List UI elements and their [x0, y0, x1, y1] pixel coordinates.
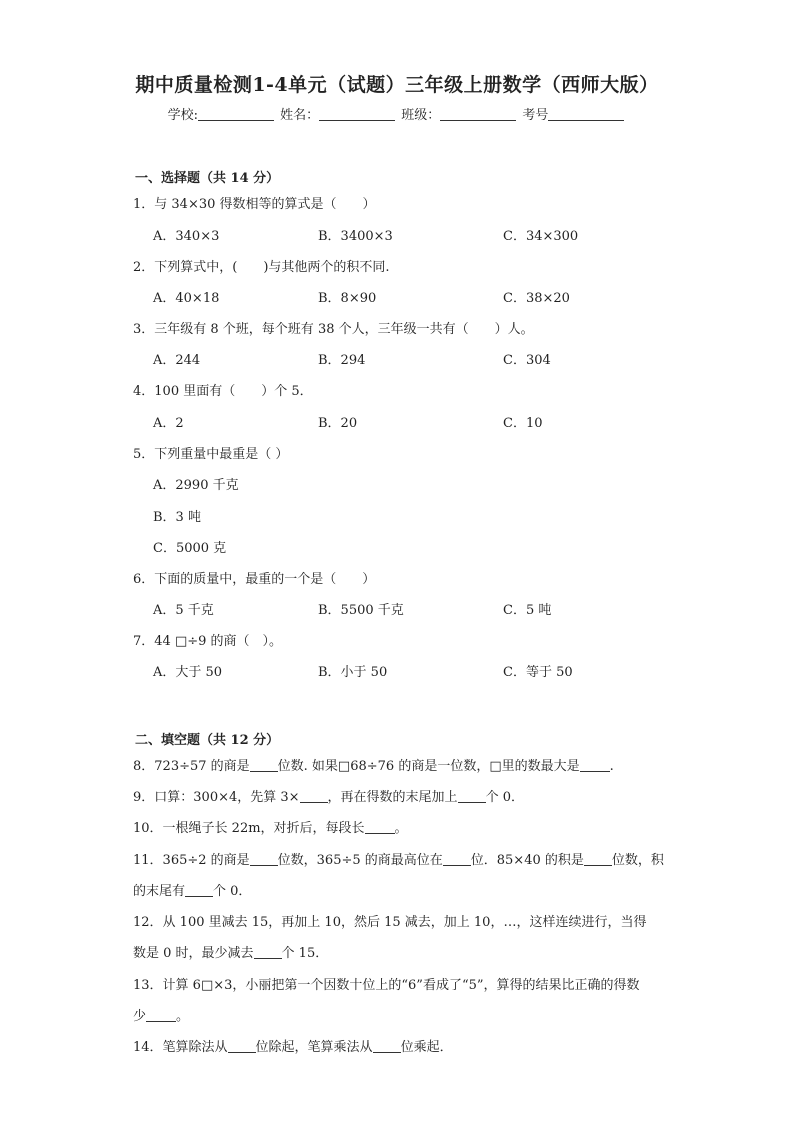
- q14-text-a: 14．笔算除法从: [133, 1040, 228, 1055]
- number-blank[interactable]: [548, 108, 624, 121]
- q9-blank-1[interactable]: [300, 790, 328, 803]
- question-12-line-1: [133, 911, 646, 930]
- q3-option-b[interactable]: B．294: [318, 353, 366, 368]
- q1-option-a[interactable]: A．340×3: [153, 229, 220, 244]
- question-9: [133, 786, 524, 805]
- q13-text-c: 。: [176, 1009, 190, 1024]
- question-11-line-2: [133, 880, 251, 899]
- q4-option-b[interactable]: B．20: [318, 416, 358, 431]
- q2-option-b[interactable]: B．8×90: [318, 291, 377, 306]
- q8-text-b: 位数. 如果□68÷76 的商是一位数，□里的数最大是: [277, 759, 580, 774]
- q2-option-a[interactable]: A．40×18: [153, 291, 220, 306]
- question-13-line-2: [133, 1005, 189, 1024]
- q12-text-a: 12．从 100 里减去 15，再加上 10，然后 15 减去，加上 10，…，这样连续进行，当得: [133, 915, 647, 930]
- q13-blank-1[interactable]: [146, 1009, 176, 1022]
- question-8: [133, 755, 614, 774]
- q12-text-c: 个 15．: [281, 946, 329, 961]
- q12-blank-1[interactable]: [254, 946, 282, 959]
- question-7: 7．44 □÷9 的商（ ）。: [133, 634, 283, 649]
- school-label: 学校:: [167, 108, 198, 123]
- q11-text-b: 位数，365÷5 的商最高位在: [277, 853, 443, 868]
- q10-blank-1[interactable]: [365, 821, 395, 834]
- school-blank[interactable]: [198, 108, 274, 121]
- q10-text-b: 。: [394, 821, 408, 836]
- question-4: 4．100 里面有（ ）个 5．: [133, 384, 313, 399]
- question-11-line-1: [133, 849, 664, 868]
- q12-text-b: 数是 0 时，最少减去: [133, 946, 254, 961]
- q11-text-a: 11．365÷2 的商是: [133, 853, 250, 868]
- q13-text-b: 少: [133, 1009, 147, 1024]
- number-label: 考号: [522, 108, 549, 123]
- q3-option-c[interactable]: C．304: [503, 353, 551, 368]
- question-2: 2．下列算式中，( )与其他两个的积不同.: [133, 260, 390, 275]
- student-info-line: [0, 104, 794, 123]
- q5-option-c[interactable]: C．5000 克: [153, 541, 227, 556]
- q9-text-c: 个 0．: [485, 790, 524, 805]
- question-14: [133, 1036, 453, 1055]
- q8-text-c: .: [609, 759, 614, 774]
- q11-text-c: 位．85×40 的积是: [470, 853, 584, 868]
- q4-option-a[interactable]: A．2: [153, 416, 184, 431]
- q11-text-f: 个 0．: [213, 884, 252, 899]
- question-12-line-2: [133, 942, 328, 961]
- q7-option-c[interactable]: C．等于 50: [503, 665, 573, 680]
- q1-option-c[interactable]: C．34×300: [503, 229, 579, 244]
- class-label: 班级：: [401, 108, 441, 123]
- q11-text-d: 位数，积: [611, 853, 664, 868]
- q7-option-a[interactable]: A．大于 50: [153, 665, 223, 680]
- q1-option-b[interactable]: B．3400×3: [318, 229, 393, 244]
- q14-text-c: 位乘起．: [400, 1040, 453, 1055]
- q2-option-c[interactable]: C．38×20: [503, 291, 570, 306]
- q11-blank-1[interactable]: [250, 853, 278, 866]
- q14-blank-2[interactable]: [373, 1040, 401, 1053]
- q6-option-b[interactable]: B．5500 千克: [318, 603, 404, 618]
- q6-option-a[interactable]: A．5 千克: [153, 603, 214, 618]
- name-label: 姓名：: [280, 108, 320, 123]
- q3-option-a[interactable]: A．244: [153, 353, 201, 368]
- q5-option-a[interactable]: A．2990 千克: [153, 478, 239, 493]
- question-13-line-1: [133, 974, 640, 993]
- q14-blank-1[interactable]: [228, 1040, 256, 1053]
- question-10: [133, 817, 408, 836]
- q9-text-b: ，再在得数的末尾加上: [327, 790, 458, 805]
- question-1: 1．与 34×30 得数相等的算式是（ ）: [133, 197, 376, 212]
- q11-text-e: 的末尾有: [133, 884, 186, 899]
- q8-text-a: 8．723÷57 的商是: [133, 759, 250, 774]
- q10-text-a: 10．一根绳子长 22m，对折后，每段长: [133, 821, 365, 836]
- page-title: 期中质量检测1-4单元（试题）三年级上册数学（西师大版）: [135, 74, 659, 96]
- section-1-heading: 一、选择题（共 14 分）: [135, 171, 280, 186]
- q11-blank-2[interactable]: [443, 853, 471, 866]
- q13-text-a: 13．计算 6□×3，小丽把第一个因数十位上的“6”看成了“5”，算得的结果比正确的得数: [133, 978, 640, 993]
- q11-blank-4[interactable]: [185, 884, 213, 897]
- question-6: 6．下面的质量中，最重的一个是（ ）: [133, 572, 376, 587]
- q9-text-a: 9．口算：300×4，先算 3×: [133, 790, 300, 805]
- name-blank[interactable]: [319, 108, 395, 121]
- q7-option-b[interactable]: B．小于 50: [318, 665, 388, 680]
- class-blank[interactable]: [440, 108, 516, 121]
- q9-blank-2[interactable]: [458, 790, 486, 803]
- question-5: 5．下列重量中最重是（ ）: [133, 447, 289, 462]
- q8-blank-1[interactable]: [250, 759, 278, 772]
- q5-option-b[interactable]: B．3 吨: [153, 510, 201, 525]
- q14-text-b: 位除起，笔算乘法从: [255, 1040, 373, 1055]
- section-2-heading: 二、填空题（共 12 分）: [135, 733, 280, 748]
- q8-blank-2[interactable]: [580, 759, 610, 772]
- q4-option-c[interactable]: C．10: [503, 416, 543, 431]
- q6-option-c[interactable]: C．5 吨: [503, 603, 552, 618]
- q11-blank-3[interactable]: [584, 853, 612, 866]
- question-3: 3．三年级有 8 个班，每个班有 38 个人，三年级一共有（ ）人。: [133, 322, 534, 337]
